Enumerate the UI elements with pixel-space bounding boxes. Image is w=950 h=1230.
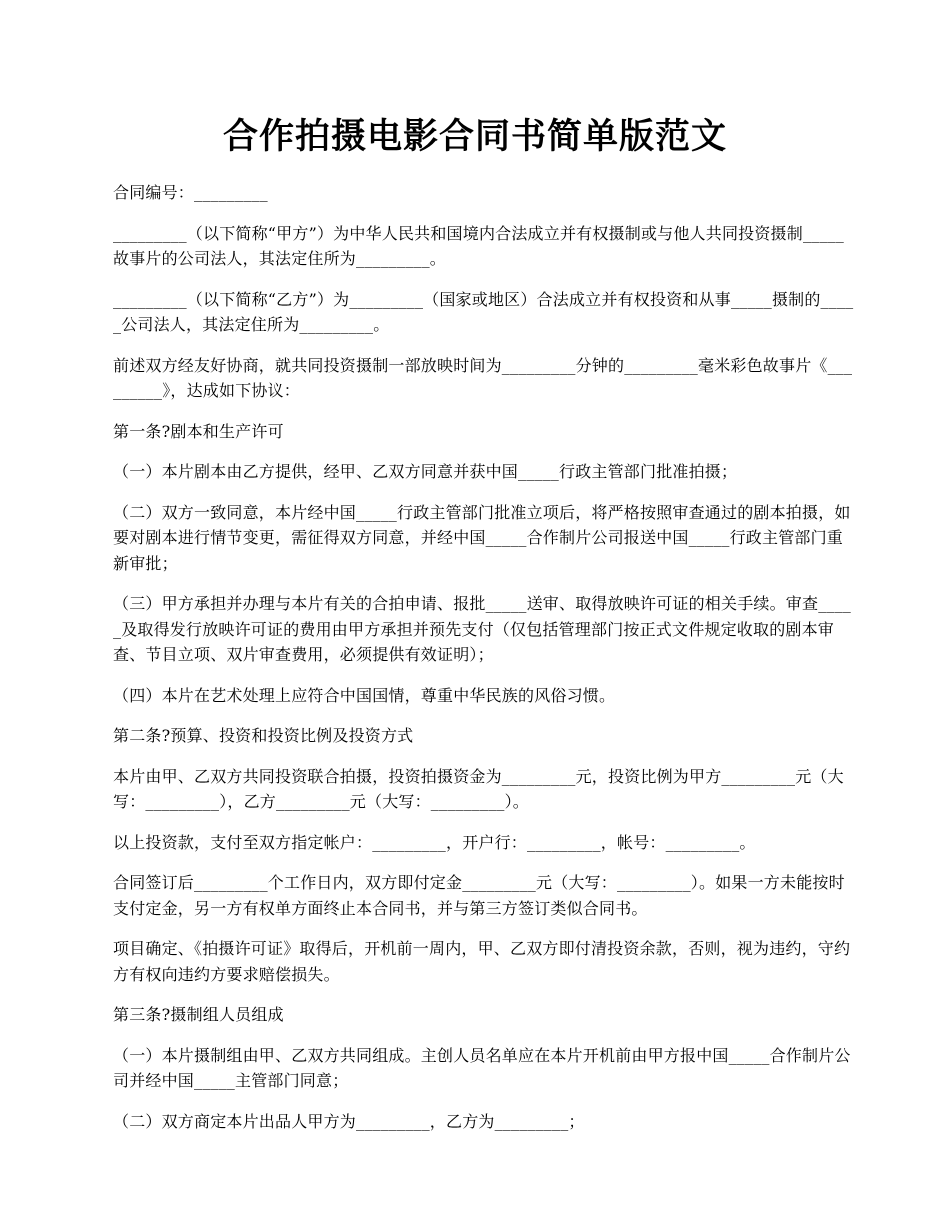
preamble: 前述双方经友好协商，就共同投资摄制一部放映时间为_________分钟的_________毫米彩色故事片《_________》，达成如下协议： [113,355,853,400]
article-2-deposit: 合同签订后_________个工作日内，双方即付定金_________元（大写：_________）。如果一方未能按时支付定金，另一方有权单方面终止本合同书，并与第三方签订类似合同书。 [113,873,845,918]
article-2-heading: 第二条?预算、投资和投资比例及投资方式 [113,726,414,745]
contract-number: 合同编号：_________ [113,183,268,202]
article-1-clause-3: （三）甲方承担并办理与本片有关的合拍申请、报批_____送审、取得放映许可证的相关手续。审查_____及取得发行放映许可证的费用由甲方承担并预先支付（仅包括管理部门按正式文件规定收取的剧本审查、节目立项、双片审查费用，必须提供有效证明）； [113,594,852,664]
article-3-clause-1: （一）本片摄制组由甲、乙双方共同组成。主创人员名单应在本片开机前由甲方报中国_____合作制片公司并经中国_____主管部门同意； [113,1045,851,1090]
party-a-intro: _________（以下简称“甲方”）为中华人民共和国境内合法成立并有权摄制或与他人共同投资摄制_____故事片的公司法人，其法定住所为_________。 [113,223,844,268]
article-1-heading: 第一条?剧本和生产许可 [113,421,284,441]
article-1-clause-4: （四）本片在艺术处理上应符合中国国情，尊重中华民族的风俗习惯。 [113,685,616,705]
article-1-clause-2: （二）双方一致同意，本片经中国_____行政主管部门批准立项后，将严格按照审查通过的剧本拍摄，如要对剧本进行情节变更，需征得双方同意，并经中国_____合作制片公司报送中国_____行政主管部门重新审批； [113,502,851,573]
article-1-clause-1: （一）本片剧本由乙方提供，经甲、乙双方同意并获中国_____行政主管部门批准拍摄； [113,462,738,481]
article-2-balance: 项目确定、《拍摄许可证》取得后，开机前一周内，甲、乙双方即付清投资余款，否则，视为违约，守约方有权向违约方要求赔偿损失。 [113,939,851,984]
document-title: 合作拍摄电影合同书简单版范文 [222,116,727,157]
article-2-investment: 本片由甲、乙双方共同投资联合拍摄，投资拍摄资金为_________元，投资比例为甲方_________元（大写：_________），乙方_________元（大写：_________）。 [113,766,844,811]
article-3-clause-2: （二）双方商定本片出品人甲方为_________，乙方为_________； [113,1111,585,1131]
party-b-intro: _________（以下简称“乙方”）为_________（国家或地区）合法成立并有权投资和从事_____摄制的_____公司法人，其法定住所为_________。 [113,289,854,334]
document-body [113,180,858,1149]
article-2-account: 以上投资款，支付至双方指定帐户：_________，开户行：_________，帐号：_________。 [113,832,756,852]
article-3-heading: 第三条?摄制组人员组成 [113,1005,284,1024]
